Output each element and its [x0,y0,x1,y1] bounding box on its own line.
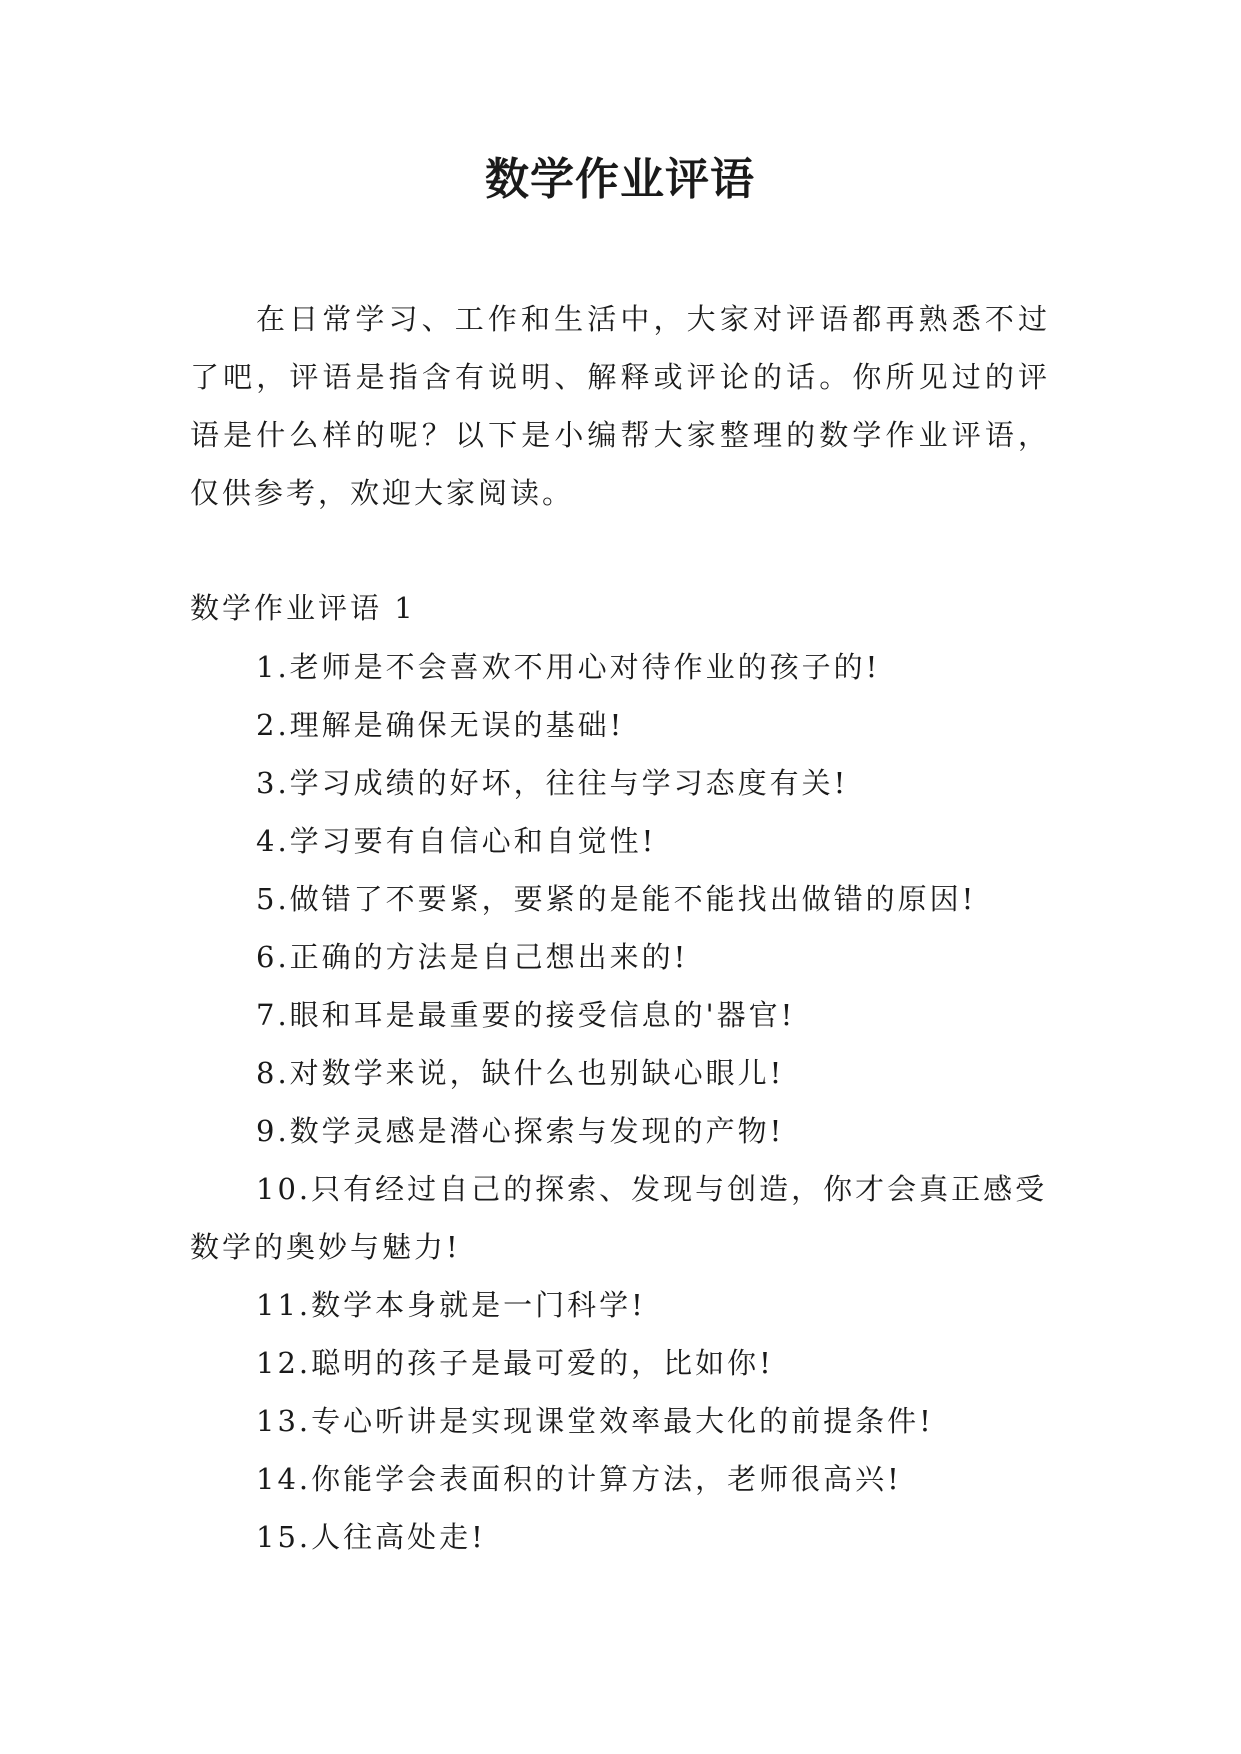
list-item: 7.眼和耳是最重要的接受信息的'器官! [256,998,796,1032]
list-item: 9.数学灵感是潜心探索与发现的产物! [256,1114,785,1148]
list-item: 13.专心听讲是实现课堂效率最大化的前提条件! [256,1404,934,1438]
intro-paragraph: 在日常学习、工作和生活中，大家对评语都再熟悉不过了吧，评语是指含有说明、解释或评论的话。你所见过的评语是什么样的呢？以下是小编帮大家整理的数学作业评语，仅供参考，欢迎大家阅读。 [190,302,1050,510]
list-item: 3.学习成绩的好坏，往往与学习态度有关! [256,766,849,800]
comment-list [190,638,1050,1566]
list-item: 10.只有经过自己的探索、发现与创造，你才会真正感受数学的奥妙与魅力! [190,1172,1048,1264]
list-item: 12.聪明的孩子是最可爱的，比如你! [256,1346,774,1380]
document-page [190,0,1050,1754]
list-item: 5.做错了不要紧，要紧的是能不能找出做错的原因! [256,882,977,916]
list-item: 11.数学本身就是一门科学! [256,1288,646,1322]
list-item: 4.学习要有自信心和自觉性! [256,824,657,858]
list-item: 2.理解是确保无误的基础! [256,708,625,742]
list-item: 15.人往高处走! [256,1520,486,1554]
list-item: 6.正确的方法是自己想出来的! [256,940,689,974]
document-title: 数学作业评语 [485,154,755,205]
list-item: 1.老师是不会喜欢不用心对待作业的孩子的! [256,650,881,684]
list-item: 14.你能学会表面积的计算方法，老师很高兴! [256,1462,902,1496]
list-item: 8.对数学来说，缺什么也别缺心眼儿! [256,1056,785,1090]
section-heading: 数学作业评语 1 [190,591,416,625]
